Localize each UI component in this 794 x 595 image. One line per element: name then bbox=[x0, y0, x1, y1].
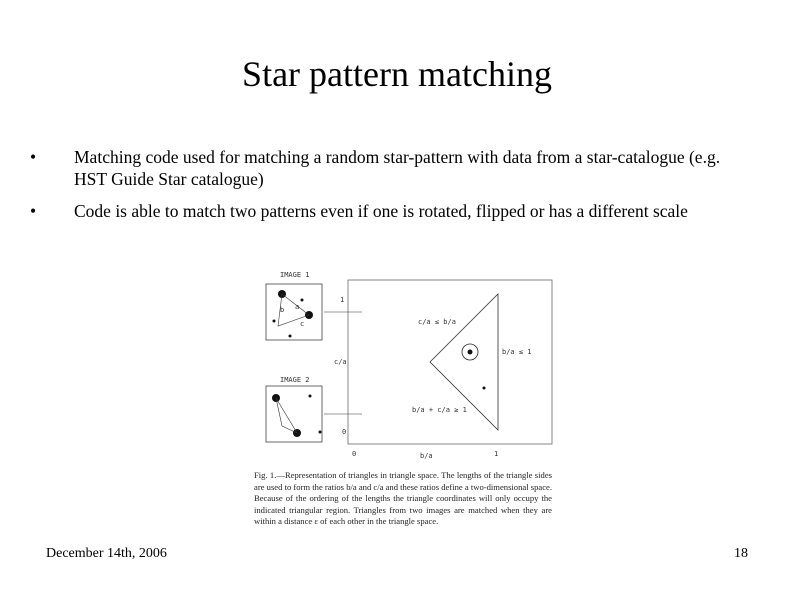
figure-caption: Fig. 1.—Representation of triangles in triangle space. The lengths of the triangle sides are used to form the ratios b/a and c/a and these ratios define a two-dimensional space. Because of the ordering of the lengths the triangle coordinates will only occupy the indicated triangular region. Triangles from two images are matched when they are within a distance ε of each other in the triangle space. bbox=[254, 470, 552, 527]
region-lower-label: b/a + c/a ≥ 1 bbox=[412, 406, 467, 414]
bullet-item bbox=[30, 200, 750, 222]
vertex-a-label: a bbox=[295, 303, 300, 311]
bullet-marker: • bbox=[30, 147, 37, 167]
star bbox=[319, 431, 322, 434]
slide-title: Star pattern matching bbox=[242, 54, 552, 94]
vertex-c-label: c bbox=[300, 320, 305, 328]
axis-1-label: 1 bbox=[340, 296, 345, 304]
bullet-text: Code is able to match two patterns even if one is rotated, flipped or has a different scale bbox=[74, 201, 688, 221]
panel1-label: IMAGE 1 bbox=[280, 271, 310, 279]
bullet-text: Matching code used for matching a random star-pattern with data from a star-catalogue (e.g. HST Guide Star catalogue) bbox=[74, 147, 721, 189]
plot-frame bbox=[348, 280, 552, 444]
axis-0-label: 0 bbox=[342, 428, 347, 436]
figure-graphic bbox=[262, 266, 554, 476]
footer-date: December 14th, 2006 bbox=[46, 546, 167, 561]
vertex-b-label: b bbox=[280, 306, 285, 314]
star bbox=[309, 395, 312, 398]
image2-triangle bbox=[276, 398, 297, 433]
axis-0-bottom-label: 0 bbox=[352, 450, 357, 458]
bullet-marker: • bbox=[30, 201, 37, 221]
triangle-point bbox=[483, 387, 486, 390]
star bbox=[289, 335, 292, 338]
star bbox=[273, 320, 276, 323]
region-upper-label: c/a ≤ b/a bbox=[418, 318, 456, 326]
image1-panel bbox=[266, 284, 322, 340]
panel2-label: IMAGE 2 bbox=[280, 376, 310, 384]
region-right-label: b/a ≤ 1 bbox=[502, 348, 532, 356]
triangle-point bbox=[468, 350, 473, 355]
star bbox=[301, 299, 304, 302]
page-number: 18 bbox=[734, 546, 748, 561]
axis-ba-label: b/a bbox=[420, 452, 433, 460]
axis-ca-label: c/a bbox=[334, 358, 347, 366]
bullet-item bbox=[30, 146, 750, 190]
axis-1-bottom-label: 1 bbox=[494, 450, 499, 458]
bullet-list bbox=[30, 146, 750, 232]
